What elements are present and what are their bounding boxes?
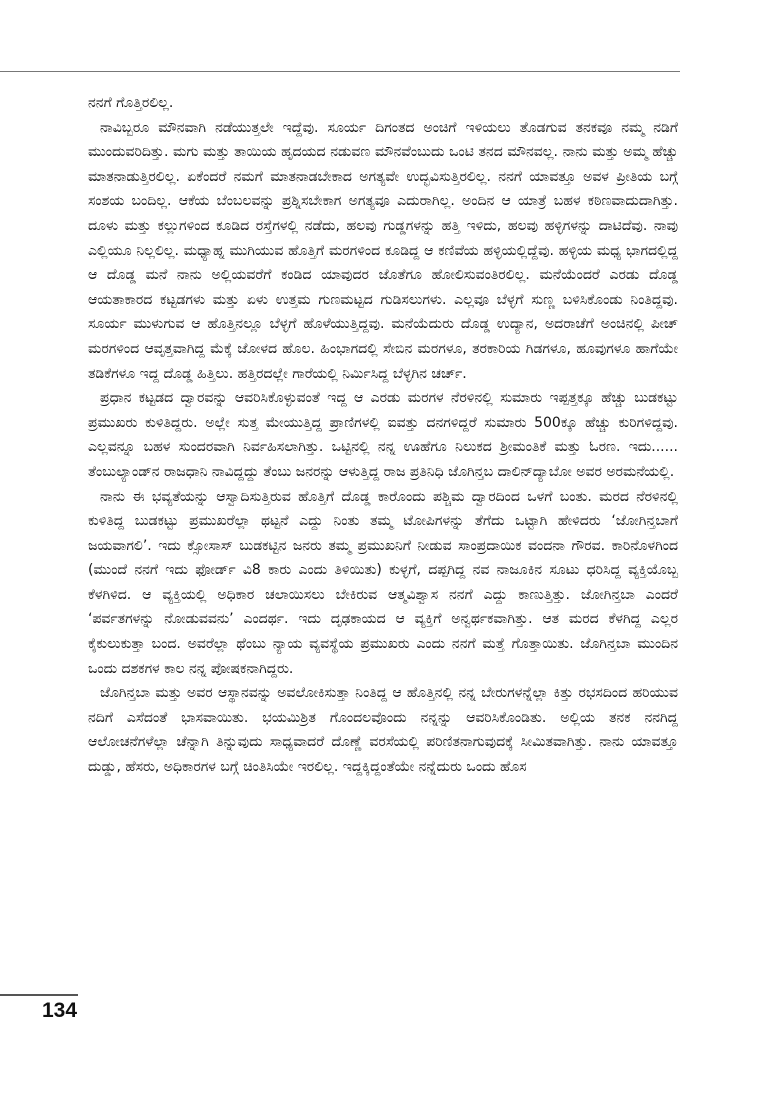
footer-rule <box>0 994 78 996</box>
paragraph-1: ನನಗೆ ಗೊತ್ತಿರಲಿಲ್ಲ. <box>88 95 174 111</box>
page-number: 134 <box>42 999 78 1022</box>
paragraph-5: ಜೊಗಿನ್ತಬಾ ಮತ್ತು ಅವರ ಆಸ್ಥಾನವನ್ನು ಅವಲೋಕಿಸುತ್ತಾ ನಿಂತಿದ್ದ ಆ ಹೊತ್ತಿನಲ್ಲಿ ನನ್ನ ಬೇರುಗಳನ್ನೆಲ್ಲಾ ಕಿತ್ತು ರಭಸದಿಂದ ಹರಿಯುವ ನದಿಗೆ ಎಸೆದಂತೆ ಭಾಸವಾಯಿತು. ಭಯಮಿಶ್ರಿತ ಗೊಂದಲವೊಂದು ನನ್ನನ್ನು ಆವರಿಸಿಕೊಂಡಿತು. ಅಲ್ಲಿಯ ತನಕ ನನಗಿದ್ದ ಆಲೋಚನೆಗಳೆಲ್ಲಾ ಚೆನ್ನಾಗಿ ತಿನ್ನುವುದು ಸಾಧ್ಯವಾದರೆ ದೊಣ್ಣೆ ವರಸೆಯಲ್ಲಿ ಪರಿಣಿತನಾಗುವುದಕ್ಕೆ ಸೀಮಿತವಾಗಿತ್ತು. ನಾನು ಯಾವತ್ತೂ ದುಡ್ಡು, ಹೆಸರು, ಅಧಿಕಾರಗಳ ಬಗ್ಗೆ ಚಿಂತಿಸಿಯೇ ಇರಲಿಲ್ಲ. ಇದ್ದಕ್ಕಿದ್ದಂತೆಯೇ ನನ್ನೆದುರು ಒಂದು ಹೊಸ <box>88 685 678 776</box>
paragraph-3: ಪ್ರಧಾನ ಕಟ್ಟಡದ ದ್ವಾರವನ್ನು ಆವರಿಸಿಕೊಳ್ಳುವಂತೆ ಇದ್ದ ಆ ಎರಡು ಮರಗಳ ನೆರಳಿನಲ್ಲಿ ಸುಮಾರು ಇಪ್ಪತ್ತಕ್ಕೂ ಹೆಚ್ಚು ಬುಡಕಟ್ಟು ಪ್ರಮುಖರು ಕುಳಿತಿದ್ದರು. ಅಲ್ಲೇ ಸುತ್ತ ಮೇಯುತ್ತಿದ್ದ ಪ್ರಾಣಿಗಳಲ್ಲಿ ಐವತ್ತು ದನಗಳಿದ್ದರೆ ಸುಮಾರು 500ಕ್ಕೂ ಹೆಚ್ಚು ಕುರಿಗಳಿದ್ದವು. ಎಲ್ಲವನ್ನೂ ಬಹಳ ಸುಂದರವಾಗಿ ನಿರ್ವಹಿಸಲಾಗಿತ್ತು. ಒಟ್ಟಿನಲ್ಲಿ ನನ್ನ ಊಹೆಗೂ ನಿಲುಕದ ಶ್ರೀಮಂತಿಕೆ ಮತ್ತು ಓರಣ. ಇದು...... ತೆಂಬುಲ್ಯಾಂಡ್‌ನ ರಾಜಧಾನಿ ನಾವಿದ್ದದ್ದು ತೆಂಬು ಜನರನ್ನು ಆಳುತ್ತಿದ್ದ ರಾಜ ಪ್ರತಿನಿಧಿ ಜೊಗಿನ್ತಬ ದಾಲಿನ್‌ದ್ಯಾಬೋ ಅವರ ಅರಮನೆಯಲ್ಲಿ. <box>88 390 678 480</box>
paragraph-4: ನಾನು ಈ ಭವ್ಯತೆಯನ್ನು ಆಸ್ವಾದಿಸುತ್ತಿರುವ ಹೊತ್ತಿಗೆ ದೊಡ್ಡ ಕಾರೊಂದು ಪಶ್ಚಿಮ ದ್ವಾರದಿಂದ ಒಳಗೆ ಬಂತು. ಮರದ ನೆರಳಿನಲ್ಲಿ ಕುಳಿತಿದ್ದ ಬುಡಕಟ್ಟು ಪ್ರಮುಖರೆಲ್ಲಾ ಥಟ್ಟನೆ ಎದ್ದು ನಿಂತು ತಮ್ಮ ಟೋಪಿಗಳನ್ನು ತೆಗೆದು ಒಟ್ಟಾಗಿ ಹೇಳಿದರು ‘ಜೋಗಿನ್ತಬಾಗೆ ಜಯವಾಗಲಿ’. ಇದು ಕ್ಸೋಸಾಸ್ ಬುಡಕಟ್ಟಿನ ಜನರು ತಮ್ಮ ಪ್ರಮುಖನಿಗೆ ನೀಡುವ ಸಾಂಪ್ರದಾಯಿಕ ವಂದನಾ ಗೌರವ. ಕಾರಿನೊಳಗಿಂದ (ಮುಂದೆ ನನಗೆ ಇದು ಫೋರ್ಡ್ ವಿ8 ಕಾರು ಎಂದು ತಿಳಿಯಿತು) ಕುಳ್ಳಗೆ, ದಪ್ಪಗಿದ್ದ ನವ ನಾಜೂಕಿನ ಸೂಟು ಧರಿಸಿದ್ದ ವ್ಯಕ್ತಿಯೊಬ್ಬ ಕೆಳಗಿಳಿದ. ಆ ವ್ಯಕ್ತಿಯಲ್ಲಿ ಅಧಿಕಾರ ಚಲಾಯಿಸಲು ಬೇಕಿರುವ ಆತ್ಮವಿಶ್ವಾಸ ನನಗೆ ಎದ್ದು ಕಾಣುತ್ತಿತ್ತು. ಜೋಗಿನ್ತಬಾ ಎಂದರೆ ‘ಪರ್ವತಗಳನ್ನು ನೋಡುವವನು’ ಎಂದರ್ಥ. ಇದು ದೃಢಕಾಯದ ಆ ವ್ಯಕ್ತಿಗೆ ಅನ್ವರ್ಥಕವಾಗಿತ್ತು. ಆತ ಮರದ ಕೆಳಗಿದ್ದ ಎಲ್ಲರ ಕೈಕುಲುಕುತ್ತಾ ಬಂದ. ಅವರೆಲ್ಲಾ ಥೆಂಬು ನ್ಯಾಯ ವ್ಯವಸ್ಥೆಯ ಪ್ರಮುಖರು ಎಂದು ನನಗೆ ಮತ್ತೆ ಗೊತ್ತಾಯಿತು. ಜೊಗಿನ್ತಬಾ ಮುಂದಿನ ಒಂದು ದಶಕಗಳ ಕಾಲ ನನ್ನ ಪೋಷಕನಾಗಿದ್ದರು. <box>88 488 678 677</box>
header-rule <box>0 71 680 72</box>
body-text <box>88 91 678 780</box>
paragraph-2: ನಾವಿಬ್ಬರೂ ಮೌನವಾಗಿ ನಡೆಯುತ್ತಲೇ ಇದ್ದೆವು. ಸೂರ್ಯ ದಿಗಂತದ ಅಂಚಿಗೆ ಇಳಿಯಲು ತೊಡಗುವ ತನಕವೂ ನಮ್ಮ ನಡಿಗೆ ಮುಂದುವರಿದಿತ್ತು. ಮಗು ಮತ್ತು ತಾಯಿಯ ಹೃದಯದ ನಡುವಣ ಮೌನವೆಂಬುದು ಒಂಟಿ ತನದ ಮೌನವಲ್ಲ. ನಾನು ಮತ್ತು ಅಮ್ಮ ಹೆಚ್ಚು ಮಾತನಾಡುತ್ತಿರಲಿಲ್ಲ. ಏಕೆಂದರೆ ನಮಗೆ ಮಾತನಾಡಬೇಕಾದ ಅಗತ್ಯವೇ ಉದ್ಭವಿಸುತ್ತಿರಲಿಲ್ಲ. ನನಗೆ ಯಾವತ್ತೂ ಅವಳ ಪ್ರೀತಿಯ ಬಗ್ಗೆ ಸಂಶಯ ಬಂದಿಲ್ಲ. ಆಕೆಯ ಬೆಂಬಲವನ್ನು ಪ್ರಶ್ನಿಸಬೇಕಾಗ ಅಗತ್ಯವೂ ಎದುರಾಗಿಲ್ಲ. ಅಂದಿನ ಆ ಯಾತ್ರೆ ಬಹಳ ಕಠಿಣವಾದುದಾಗಿತ್ತು. ದೂಳು ಮತ್ತು ಕಲ್ಲುಗಳಿಂದ ಕೂಡಿದ ರಸ್ತೆಗಳಲ್ಲಿ ನಡೆದು, ಹಲವು ಗುಡ್ಡಗಳನ್ನು ಹತ್ತಿ ಇಳಿದು, ಹಲವು ಹಳ್ಳಿಗಳನ್ನು ದಾಟಿದೆವು. ನಾವು ಎಲ್ಲಿಯೂ ನಿಲ್ಲಲಿಲ್ಲ. ಮಧ್ಯಾಹ್ನ ಮುಗಿಯುವ ಹೊತ್ತಿಗೆ ಮರಗಳಿಂದ ಕೂಡಿದ್ದ ಆ ಕಣಿವೆಯ ಹಳ್ಳಿಯಲ್ಲಿದ್ದೆವು. ಹಳ್ಳಿಯ ಮಧ್ಯ ಭಾಗದಲ್ಲಿದ್ದ ಆ ದೊಡ್ಡ ಮನೆ ನಾನು ಅಲ್ಲಿಯವರೆಗೆ ಕಂಡಿದ ಯಾವುದರ ಜೊತೆಗೂ ಹೋಲಿಸುವಂತಿರಲಿಲ್ಲ. ಮನೆಯೆಂದರೆ ಎರಡು ದೊಡ್ಡ ಆಯತಾಕಾರದ ಕಟ್ಟಡಗಳು ಮತ್ತು ಏಳು ಉತ್ತಮ ಗುಣಮಟ್ಟದ ಗುಡಿಸಲುಗಳು. ಎಲ್ಲವೂ ಬೆಳ್ಳಗೆ ಸುಣ್ಣ ಬಳಿಸಿಕೊಂಡು ನಿಂತಿದ್ದವು. ಸೂರ್ಯ ಮುಳುಗುವ ಆ ಹೊತ್ತಿನಲ್ಲೂ ಬೆಳ್ಳಗೆ ಹೊಳೆಯುತ್ತಿದ್ದವು. ಮನೆಯೆದುರು ದೊಡ್ಡ ಉದ್ಯಾನ, ಅದರಾಚೆಗೆ ಅಂಚಿನಲ್ಲಿ ಪೀಚ್ ಮರಗಳಿಂದ ಆವೃತ್ತವಾಗಿದ್ದ ಮೆಕ್ಕೆ ಜೋಳದ ಹೊಲ. ಹಿಂಭಾಗದಲ್ಲಿ ಸೇಬಿನ ಮರಗಳೂ, ತರಕಾರಿಯ ಗಿಡಗಳೂ, ಹೂವುಗಳೂ ಹಾಗೆಯೇ ತಡಿಕೆಗಳೂ ಇದ್ದ ದೊಡ್ಡ ಹಿತ್ತಿಲು. ಹತ್ತಿರದಲ್ಲೇ ಗಾರೆಯಲ್ಲಿ ನಿರ್ಮಿಸಿದ್ದ ಬೆಳ್ಳಗಿನ ಚರ್ಚ್. <box>88 119 678 382</box>
